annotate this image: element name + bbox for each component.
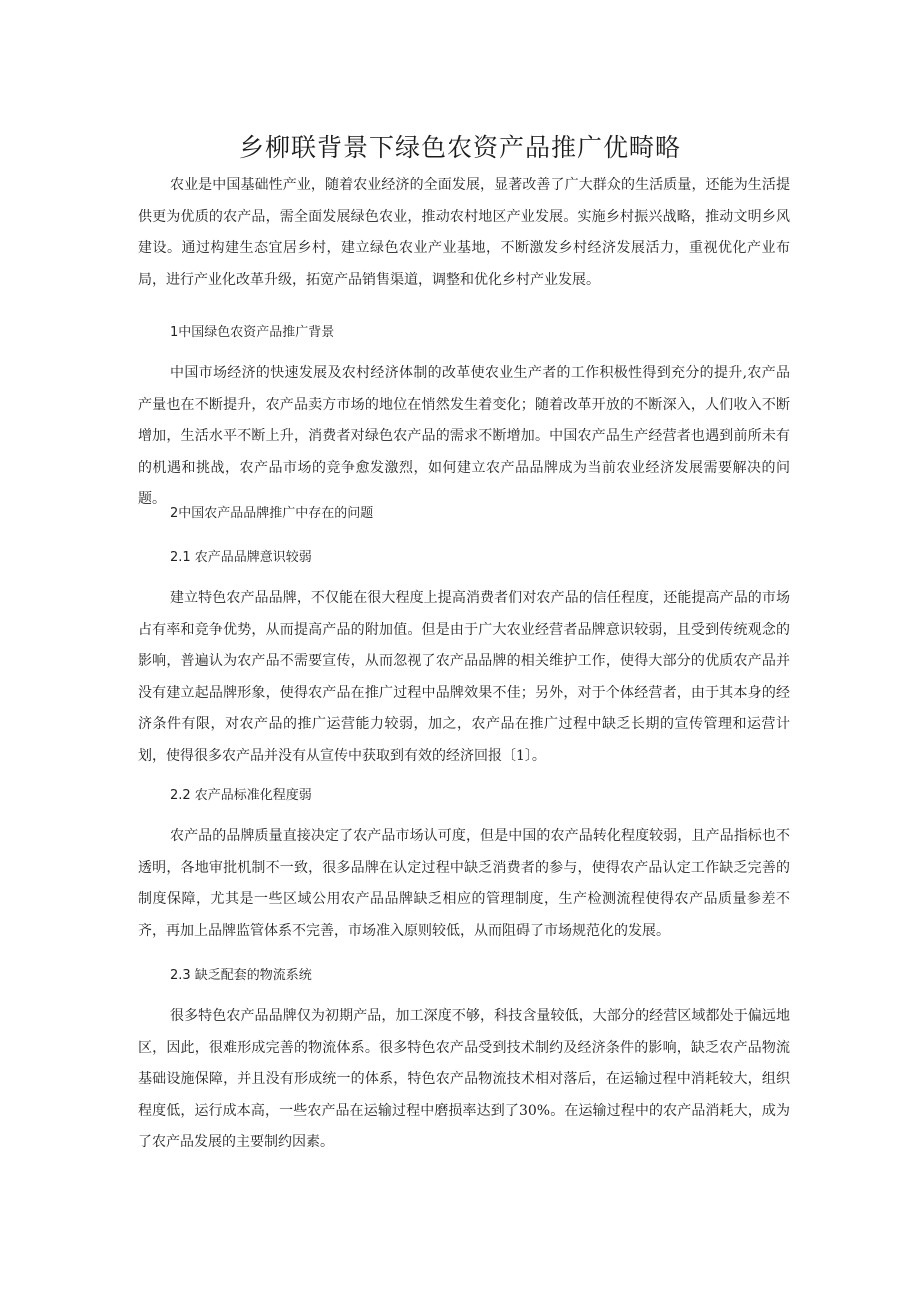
section-2-3-paragraph: 很多特色农产品品牌仅为初期产品，加工深度不够，科技含量较低，大部分的经营区域都处于偏远地区，因此，很难形成完善的物流体系。很多特色农产品受到技术制约及经济条件的影响，缺乏农产品物流基础设施保障，并且没有形成统一的体系，特色农产品物流技术相对落后，在运输过程中消耗较大，组织程度低，运行成本高，一些农产品在运输过程中磨损率达到了30%。在运输过程中的农产品消耗大，成为了农产品发展的主要制约因素。 [138,1008,790,1150]
section-1-paragraph: 中国市场经济的快速发展及农村经济体制的改革使农业生产者的工作积极性得到充分的提升,农产品产量也在不断提升，农产品卖方市场的地位在悄然发生着变化；随着改革开放的不断深入，人们收入不断增加，生活水平不断上升，消费者对绿色农产品的需求不断增加。中国农产品生产经营者也遇到前所未有的机遇和挑战，农产品市场的竞争愈发激烈，如何建立农产品品牌成为当前农业经济发展需要解决的问题。 [138,365,790,507]
section-1-heading: 1中国绿色农资产品推广背景 [170,325,335,340]
section-2-1-heading: 2.1 农产品品牌意识较弱 [170,550,312,565]
section-2-2-paragraph: 农产品的品牌质量直接决定了农产品市场认可度，但是中国的农产品转化程度较弱，且产品指标也不透明，各地审批机制不一致，很多品牌在认定过程中缺乏消费者的参与，使得农产品认定工作缺乏完善的制度保障，尤其是一些区域公用农产品品牌缺乏相应的管理制度，生产检测流程使得农产品质量参差不齐，再加上品牌监管体系不完善，市场准入原则较低，从而阻碍了市场规范化的发展。 [138,828,790,939]
section-2-1-paragraph: 建立特色农产品品牌，不仅能在很大程度上提高消费者们对农产品的信任程度，还能提高产品的市场占有率和竞争优势，从而提高产品的附加值。但是由于广大农业经营者品牌意识较弱，且受到传统观念的影响，普遍认为农产品不需要宣传，从而忽视了农产品品牌的相关维护工作，使得大部分的优质农产品并没有建立起品牌形象，使得农产品在推广过程中品牌效果不佳；另外，对于个体经营者，由于其本身的经济条件有限，对农产品的推广运营能力较弱，加之，农产品在推广过程中缺乏长期的宣传管理和运营计划，使得很多农产品并没有从宣传中获取到有效的经济回报〔1〕。 [138,590,790,764]
document-title: 乡柳联背景下绿色农资产品推广优畸略 [238,133,681,162]
intro-paragraph: 农业是中国基础性产业，随着农业经济的全面发展，显著改善了广大群众的生活质量，还能为生活提供更为优质的农产品，需全面发展绿色农业，推动农村地区产业发展。实施乡村振兴战略，推动文明乡风建设。通过构建生态宜居乡村，建立绿色农业产业基地，不断激发乡村经济发展活力，重视优化产业布局，进行产业化改革升级，拓宽产品销售渠道，调整和优化乡村产业发展。 [138,177,790,288]
section-2-heading: 2中国农产品品牌推广中存在的问题 [170,506,374,521]
section-2-3-heading: 2.3 缺乏配套的物流系统 [170,968,312,983]
section-2-2-heading: 2.2 农产品标准化程度弱 [170,788,312,803]
